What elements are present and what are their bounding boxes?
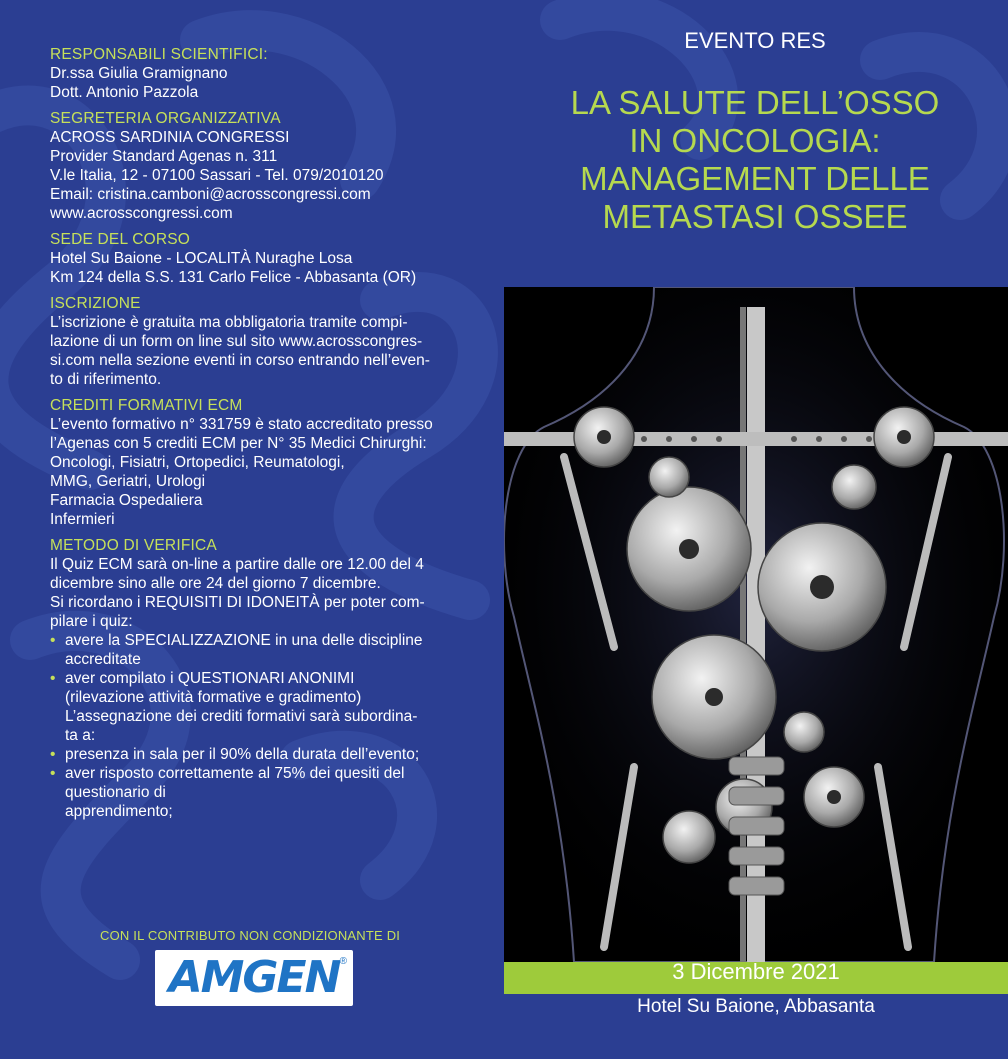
text-line: Il Quiz ECM sarà on-line a partire dalle ore 12.00 del 4: [50, 556, 424, 573]
mechanical-torso-gears-icon: [504, 287, 1008, 962]
event-type-label: EVENTO RES: [684, 28, 826, 53]
title-line: IN ONCOLOGIA:: [629, 122, 881, 159]
text-line: Si ricordano i REQUISITI DI IDONEITÀ per poter com-: [50, 594, 425, 611]
amgen-logo: [155, 950, 353, 1006]
title-line: METASTASI OSSEE: [602, 198, 908, 235]
text-line: to di riferimento.: [50, 371, 162, 388]
list-item: [50, 745, 460, 764]
text-line: Provider Standard Agenas n. 311: [50, 148, 278, 165]
text-line: Hotel Su Baione - LOCALITÀ Nuraghe Losa: [50, 250, 353, 267]
text-line: l’Agenas con 5 crediti ECM per N° 35 Medici Chirurghi:: [50, 435, 427, 452]
section-heading: METODO DI VERIFICA: [50, 537, 217, 554]
text-line: MMG, Geriatri, Urologi: [50, 473, 206, 490]
section-heading: SEGRETERIA ORGANIZZATIVA: [50, 110, 281, 127]
event-venue: Hotel Su Baione, Abbasanta: [637, 996, 875, 1017]
registered-mark: ®: [339, 956, 347, 967]
list-item: [50, 764, 460, 821]
section-sede: [50, 231, 460, 287]
text-line: apprendimento;: [65, 803, 173, 820]
section-crediti: [50, 397, 460, 529]
section-segreteria: [50, 110, 460, 223]
text-line: L’iscrizione è gratuita ma obbligatoria tramite compi-: [50, 314, 408, 331]
title-line: LA SALUTE DELL’OSSO: [570, 84, 940, 121]
text-line: V.le Italia, 12 - 07100 Sassari - Tel. 079/2010120: [50, 167, 384, 184]
section-heading: RESPONSABILI SCIENTIFICI:: [50, 46, 268, 63]
sponsor-caption: CON IL CONTRIBUTO NON CONDIZIONANTE DI: [100, 928, 401, 943]
text-line: • aver risposto correttamente al 75% dei quesiti del: [65, 765, 405, 782]
section-metodo: [50, 537, 460, 821]
text-line: L’evento formativo n° 331759 è stato accreditato presso: [50, 416, 433, 433]
section-heading: CREDITI FORMATIVI ECM: [50, 397, 243, 414]
text-line: Oncologi, Fisiatri, Ortopedici, Reumatologi,: [50, 454, 345, 471]
text-line: Dr.ssa Giulia Gramignano: [50, 65, 228, 82]
text-line: • presenza in sala per il 90% della durata dell’evento;: [65, 746, 420, 763]
text-line: dicembre sino alle ore 24 del giorno 7 dicembre.: [50, 575, 381, 592]
mechanical-torso-image: [504, 287, 1008, 962]
text-line: si.com nella sezione eventi in corso entrando nell’even-: [50, 352, 430, 369]
website-link[interactable]: www.acrosscongressi.com: [50, 205, 233, 222]
text-line: lazione di un form on line sul sito www.acrosscongres-: [50, 333, 423, 350]
text-line: Farmacia Ospedaliera: [50, 492, 203, 509]
text-line: Dott. Antonio Pazzola: [50, 84, 199, 101]
event-date: 3 Dicembre 2021: [672, 959, 840, 984]
title-line: MANAGEMENT DELLE: [580, 160, 930, 197]
list-item: [50, 669, 460, 745]
text-line: ta a:: [65, 727, 96, 744]
logo-wordmark: AMGEN: [168, 952, 340, 1003]
text-line: (rilevazione attività formative e gradimento): [65, 689, 362, 706]
requirements-list: [50, 631, 460, 821]
section-responsabili: [50, 46, 460, 102]
email-link[interactable]: Email: cristina.camboni@acrosscongressi.com: [50, 186, 371, 203]
text-line: L’assegnazione dei crediti formativi sarà subordina-: [65, 708, 418, 725]
text-line: Km 124 della S.S. 131 Carlo Felice - Abbasanta (OR): [50, 269, 417, 286]
text-line: • avere la SPECIALIZZAZIONE in una delle discipline: [65, 632, 423, 649]
text-line: • aver compilato i QUESTIONARI ANONIMI: [65, 670, 355, 687]
list-item: [50, 631, 460, 669]
section-heading: ISCRIZIONE: [50, 295, 141, 312]
text-line: questionario di: [65, 784, 166, 801]
text-line: ACROSS SARDINIA CONGRESSI: [50, 129, 290, 146]
info-column: [50, 46, 460, 829]
text-line: pilare i quiz:: [50, 613, 133, 630]
section-iscrizione: [50, 295, 460, 389]
text-line: accreditate: [65, 651, 141, 668]
text-line: Infermieri: [50, 511, 115, 528]
section-heading: SEDE DEL CORSO: [50, 231, 191, 248]
event-title: [505, 84, 1005, 236]
